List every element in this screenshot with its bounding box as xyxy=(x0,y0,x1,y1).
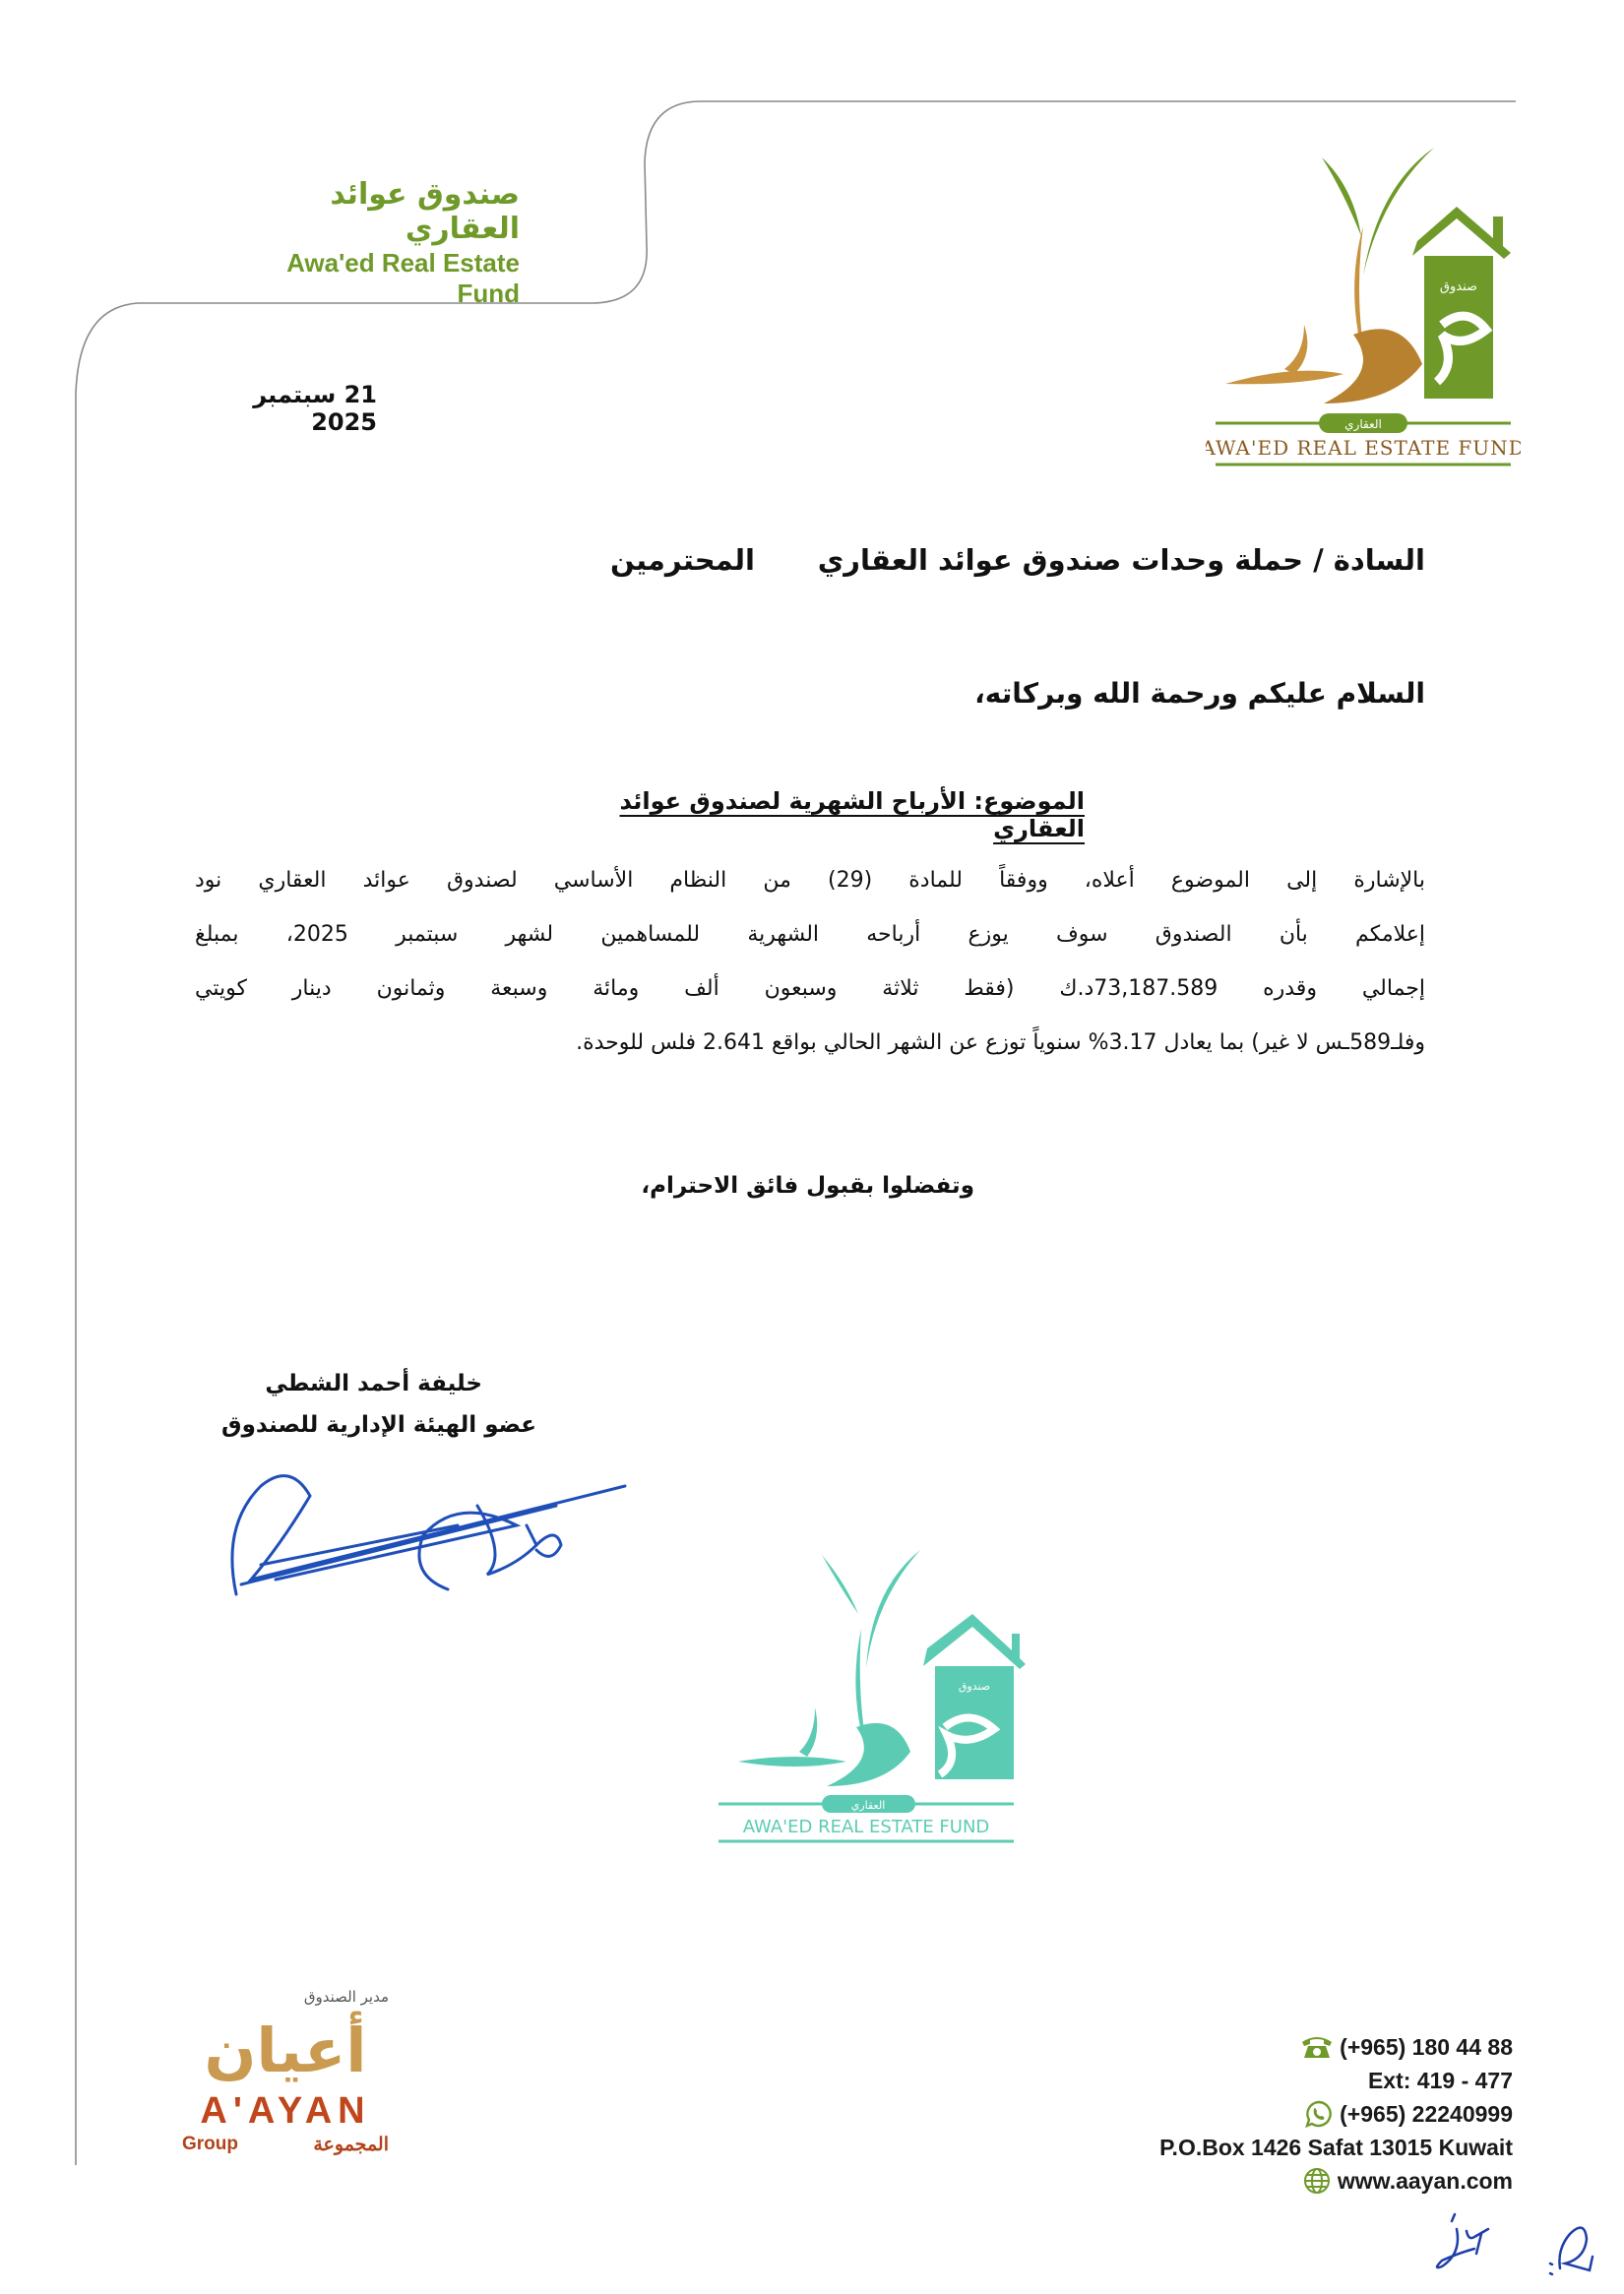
contact-extension xyxy=(1083,2064,1513,2097)
handwritten-initials xyxy=(1427,2209,1614,2288)
letter-date: 21 سبتمبر 2025 xyxy=(253,381,377,436)
svg-text:صندوق: صندوق xyxy=(1439,279,1478,294)
group-label-en: Group xyxy=(182,2134,238,2154)
postal-address: P.O.Box 1426 Safat 13015 Kuwait xyxy=(1159,2135,1513,2160)
company-stamp xyxy=(699,1540,1033,1855)
svg-text:AWA'ED REAL ESTATE FUND: AWA'ED REAL ESTATE FUND xyxy=(742,1817,990,1837)
body-paragraph xyxy=(195,868,1425,1085)
svg-text:صندوق: صندوق xyxy=(958,1680,991,1693)
awaed-logo xyxy=(1206,128,1521,472)
body-line: إجمالي وقدره 73,187.589د.ك (فقط ثلاثة وسبعون ألف ومائة وسبعة وثمانون دينار كويتي xyxy=(195,976,1425,1001)
signatory-block xyxy=(197,1371,536,1438)
contact-address xyxy=(1083,2131,1513,2164)
body-line: بالإشارة إلى الموضوع أعلاه، ووفقاً للمادة (29) من النظام الأساسي لصندوق عوائد العقاري نود xyxy=(195,868,1425,893)
body-line: وفلـ589ـس لا غير) بما يعادل 3.17% سنوياً توزع عن الشهر الحالي بواقع 2.641 فلس للوحدة. xyxy=(576,1030,1425,1055)
contact-whatsapp xyxy=(1083,2097,1513,2131)
group-label-ar: المجموعة xyxy=(313,2135,389,2155)
contact-website xyxy=(1083,2164,1513,2198)
contact-block xyxy=(1083,2030,1513,2198)
aayan-wordmark-ar: أعيان xyxy=(204,2015,367,2086)
contact-phone xyxy=(1083,2030,1513,2064)
svg-text:AWA'ED REAL ESTATE FUND: AWA'ED REAL ESTATE FUND xyxy=(1206,436,1521,460)
addressee: السادة / حملة وحدات صندوق عوائد العقاري xyxy=(817,543,1425,577)
awaed-logo-icon xyxy=(1206,128,1521,472)
greeting: السلام عليكم ورحمة الله وبركاته، xyxy=(974,677,1425,710)
handwritten-signature xyxy=(221,1466,635,1604)
fund-name-ar: صندوق عوائد العقاري xyxy=(330,177,520,246)
fund-name-en: Awa'ed Real Estate Fund xyxy=(286,248,520,308)
addressee-honorific: المحترمين xyxy=(610,543,755,577)
body-line: إعلامكم بأن الصندوق سوف يوزع أرباحه الشهرية للمساهمين لشهر سبتمبر 2025، بمبلغ xyxy=(195,922,1425,947)
aayan-wordmark-en: A'AYAN xyxy=(200,2090,371,2132)
subject-line: الموضوع: الأرباح الشهرية لصندوق عوائد العقاري xyxy=(619,787,1085,842)
svg-text:العقاري: العقاري xyxy=(850,1799,886,1812)
phone-extension: Ext: 419 - 477 xyxy=(1367,2068,1513,2093)
whatsapp-icon xyxy=(1304,2099,1334,2129)
closing-line: وتفضلوا بقبول فائق الاحترام، xyxy=(641,1173,974,1199)
aayan-group-line xyxy=(182,2134,389,2156)
letterhead-fund-name xyxy=(224,177,520,309)
aayan-logo xyxy=(182,1988,389,2156)
whatsapp-number[interactable]: (+965) 22240999 xyxy=(1340,2101,1513,2127)
telephone-icon xyxy=(1300,2034,1334,2060)
fund-manager-label: مدير الصندوق xyxy=(303,1988,389,2006)
signatory-title: عضو الهيئة الإدارية للصندوق xyxy=(221,1412,536,1438)
awaed-stamp-icon xyxy=(699,1540,1033,1855)
globe-icon xyxy=(1302,2166,1332,2196)
addressee-line xyxy=(610,543,1425,577)
svg-text:العقاري: العقاري xyxy=(1344,417,1382,431)
signatory-name: خليفة أحمد الشطي xyxy=(265,1371,482,1396)
phone-number[interactable]: (+965) 180 44 88 xyxy=(1340,2034,1513,2060)
website-link[interactable]: www.aayan.com xyxy=(1337,2168,1513,2194)
